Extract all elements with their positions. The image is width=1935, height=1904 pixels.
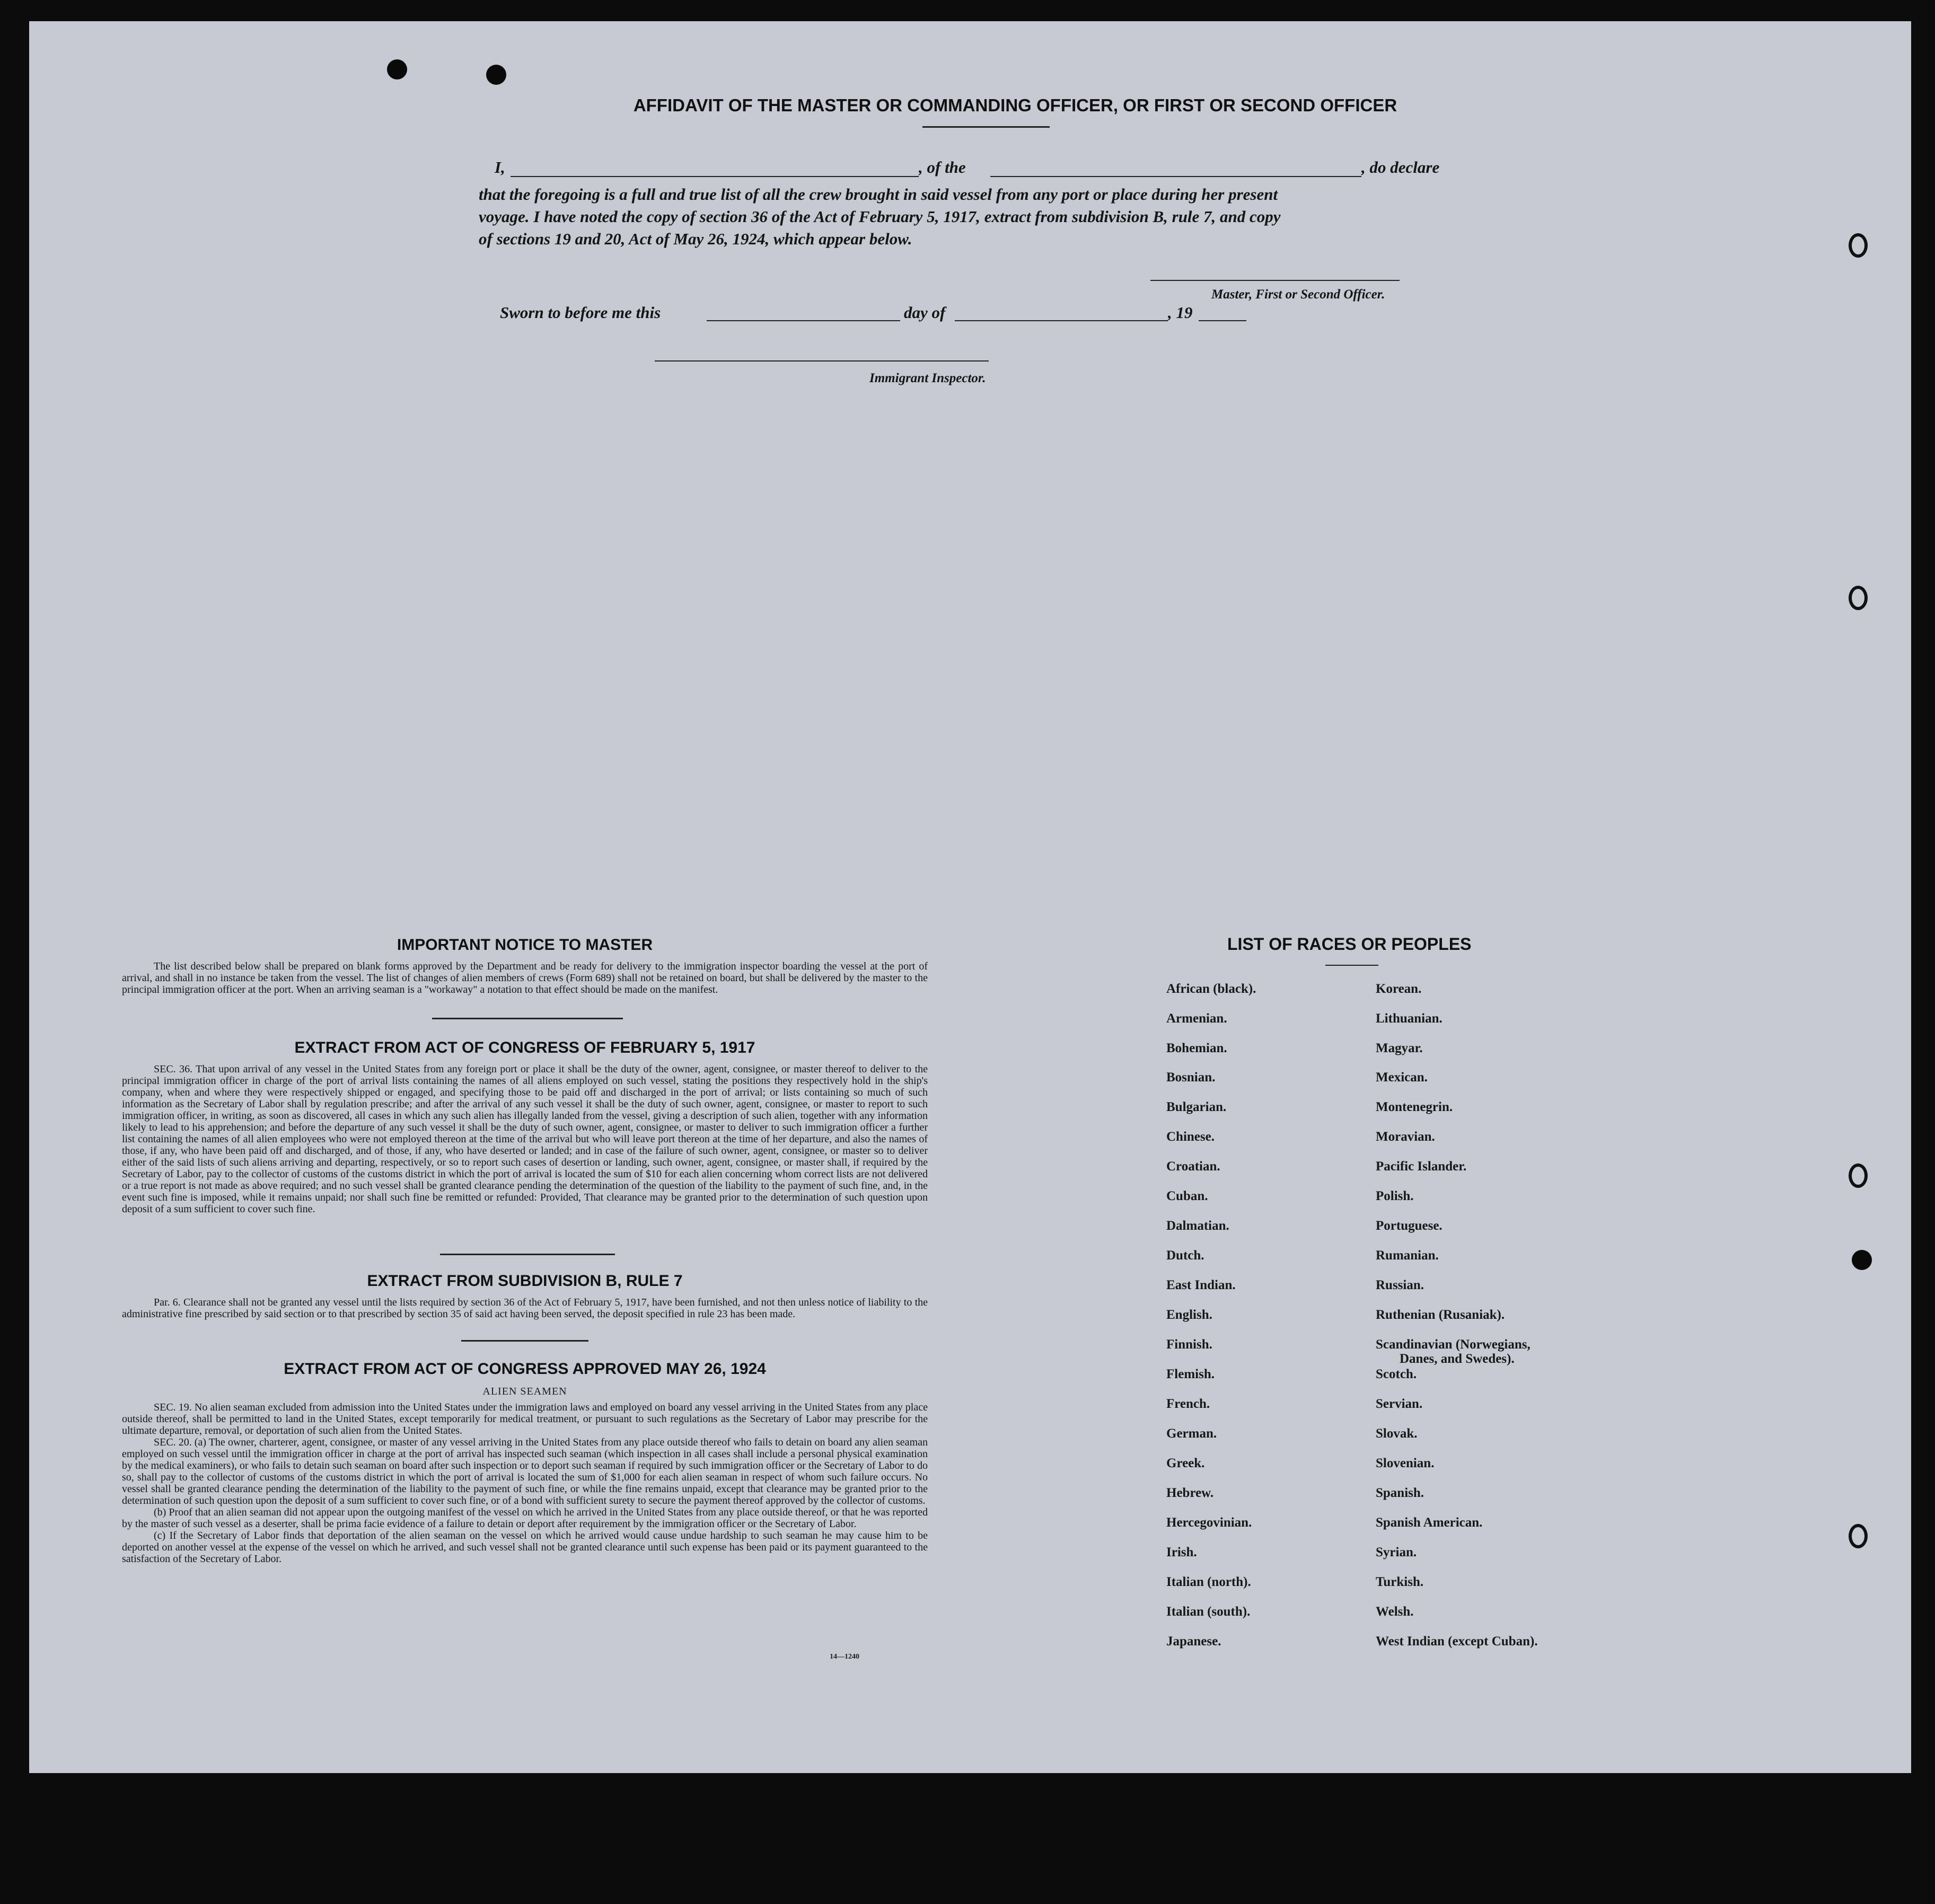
races-title: LIST OF RACES OR PEOPLES	[1227, 935, 1472, 954]
sworn-month-field[interactable]	[955, 303, 1168, 321]
name-field[interactable]	[511, 158, 919, 177]
race-item: Dutch.	[1166, 1248, 1204, 1263]
race-item: Polish.	[1376, 1189, 1414, 1203]
sworn-year-field[interactable]	[1199, 303, 1246, 321]
race-item: Turkish.	[1376, 1575, 1424, 1589]
race-item: Portuguese.	[1376, 1219, 1443, 1233]
extract-1917-text: SEC. 36. That upon arrival of any vessel in the United States from any foreign port or place it shall be the duty of the owner, agent, consignee, or master thereof to deliver to the principal immigration officer in charge of the port of arrival lists containing the names of all aliens employed on such vessel, stating the positions they respectively hold in the ship's company, when and where they were respectively shipped or engaged, and specifying those to be paid off and discharged in the port of arrival; or lists containing so much of such information as the Secretary of Labor shall by regulation prescribe; and after the arrival of any such vessel it shall be the duty of such owner, agent, consignee, or master to report to such immigration officer, in writing, as soon as discovered, all cases in which any such alien has illegally landed from the vessel, giving a description of such alien, together with any information likely to lead to his apprehension; and before the departure of any such vessel it shall be the duty of such owner, agent, consignee, or master to deliver to such immigration officer a further list containing the names of all alien employees who were not employed thereon at the time of the arrival but who will leave port thereon at the time of her departure, and also the names of those, if any, who have been paid off and discharged, and of those, if any, who have deserted or landed; and in case of the failure of such owner, agent, consignee, or master so to deliver either of the said lists of such aliens arriving and departing, respectively, or so to report such cases of desertion or landing, such owner, agent, consignee, or master shall, if required by the Secretary of Labor, pay to the collector of customs of the customs district in which the port of arrival is located the sum of $10 for each alien concerning whom correct lists are not delivered or a true report is not made as above required; and no such vessel shall be granted clearance pending the determination of the question of the liability to the payment of such fine, and, in the event such fine is imposed, while it remains unpaid; nor shall such fine be remitted or refunded: Provided, That clearance may be granted prior to the determination of such question upon deposit of a sum sufficient to cover such fine.	[122, 1063, 928, 1215]
race-item: Scandinavian (Norwegians,	[1376, 1337, 1531, 1352]
race-item: English.	[1166, 1308, 1212, 1322]
race-item: Slovenian.	[1376, 1456, 1435, 1470]
extract-rule7-block	[122, 1297, 928, 1320]
extract-1917-block	[122, 1063, 928, 1215]
race-item: Magyar.	[1376, 1041, 1423, 1055]
race-item: Syrian.	[1376, 1545, 1417, 1559]
punch-hole	[387, 59, 407, 80]
extract-1924-block	[122, 1401, 928, 1565]
notice-title: IMPORTANT NOTICE TO MASTER	[397, 936, 653, 954]
race-item: Scotch.	[1376, 1367, 1417, 1381]
signature-line[interactable]	[1150, 280, 1400, 281]
alien-seamen-subtitle: ALIEN SEAMEN	[482, 1386, 567, 1397]
affidavit-line-4: of sections 19 and 20, Act of May 26, 1924, which appear below.	[479, 230, 912, 248]
race-item: Servian.	[1376, 1397, 1423, 1411]
race-item-continuation: Danes, and Swedes).	[1400, 1352, 1515, 1366]
race-item: German.	[1166, 1426, 1217, 1441]
notice-text: The list described below shall be prepared on blank forms approved by the Department and be ready for delivery to the immigration inspector boarding the vessel at the port of arrival, and shall in no instance be taken from the vessel. The list of changes of alien members of crews (Form 689) shall not be retained on board, but shall be delivered by the master to the principal immigration officer at the port. When an arriving seaman is a "workaway" a notation to that effect should be made on the manifest.	[122, 960, 928, 995]
affidavit-body	[479, 183, 1550, 250]
race-item: Pacific Islander.	[1376, 1159, 1467, 1174]
form-number: 14—1240	[830, 1653, 859, 1661]
race-item: Moravian.	[1376, 1130, 1435, 1144]
divider	[432, 1018, 623, 1019]
race-item: Bosnian.	[1166, 1070, 1216, 1085]
master-label: Master, First or Second Officer.	[1211, 287, 1385, 302]
edge-hole-mark	[1849, 1524, 1868, 1548]
race-item: Chinese.	[1166, 1130, 1215, 1144]
affidavit-i: I,	[495, 158, 505, 177]
race-item: Mexican.	[1376, 1070, 1428, 1085]
race-item: Italian (north).	[1166, 1575, 1251, 1589]
race-item: French.	[1166, 1397, 1210, 1411]
sworn-day-field[interactable]	[707, 303, 900, 321]
sworn-year-prefix: , 19	[1168, 303, 1193, 322]
race-item: Dalmatian.	[1166, 1219, 1229, 1233]
race-item: Korean.	[1376, 982, 1422, 996]
race-item: West Indian (except Cuban).	[1376, 1634, 1538, 1649]
divider	[922, 126, 1050, 128]
divider	[1325, 965, 1378, 966]
race-item: Rumanian.	[1376, 1248, 1439, 1263]
notice-text-block	[122, 960, 928, 995]
divider	[461, 1340, 588, 1342]
race-item: Greek.	[1166, 1456, 1205, 1470]
extract-rule7-title: EXTRACT FROM SUBDIVISION B, RULE 7	[367, 1272, 683, 1290]
edge-hole-mark	[1849, 233, 1868, 258]
extract-1924-title: EXTRACT FROM ACT OF CONGRESS APPROVED MAY 26, 1924	[284, 1360, 766, 1378]
divider	[440, 1254, 615, 1255]
race-item: Bohemian.	[1166, 1041, 1227, 1055]
inspector-label: Immigrant Inspector.	[869, 371, 986, 385]
affidavit-line-3: voyage. I have noted the copy of section 36 of the Act of February 5, 1917, extract from subdivision B, rule 7, and copy	[479, 207, 1281, 226]
extract-rule7-text: Par. 6. Clearance shall not be granted any vessel until the lists required by section 36 of the Act of February 5, 1917, have been furnished, and not then unless notice of liability to the administrative fine prescribed by said section or to that prescribed by section 35 of said act having been served, the deposit specified in rule 23 has been made.	[122, 1297, 928, 1320]
race-item: Croatian.	[1166, 1159, 1220, 1174]
race-item: Welsh.	[1376, 1605, 1414, 1619]
sec-19-text: SEC. 19. No alien seaman excluded from admission into the United States under the immigration laws and employed on board any vessel arriving in the United States from any place outside thereof, shall be permitted to land in the United States, except temporarily for medical treatment, or pursuant to such regulations as the Secretary of Labor may prescribe for the ultimate departure, removal, or deportation of such alien from the United States.	[122, 1401, 928, 1436]
edge-hole-mark	[1849, 586, 1868, 610]
race-item: Lithuanian.	[1376, 1011, 1443, 1026]
sec-20c-text: (c) If the Secretary of Labor finds that deportation of the alien seaman on the vessel on which he arrived would cause undue hardship to such seaman he may cause him to be deported on another vessel at the expense of the vessel on which he arrived, and such vessel shall not be granted clearance until such expense has been paid or its payment guaranteed to the satisfaction of the Secretary of Labor.	[122, 1530, 928, 1565]
document-sheet	[29, 21, 1911, 1773]
race-item: Armenian.	[1166, 1011, 1227, 1026]
sec-20a-text: SEC. 20. (a) The owner, charterer, agent, consignee, or master of any vessel arriving in the United States from any place outside thereof who fails to detain on board any alien seaman employed on such vessel until the immigration officer in charge at the port of arrival has inspected such seaman (which inspection in all cases shall include a personal physical examination by the medical examiners), or who fails to detain such seaman on board after such inspection or to deport such seaman if required by such immigration officer or the Secretary of Labor to do so, shall pay to the collector of customs of the customs district in which the port of arrival is located the sum of $1,000 for each alien seaman in respect of whom such failure occurs. No vessel shall be granted clearance pending the determination of the liability to the payment of such fine, or while the fine remains unpaid, except that clearance may be granted prior to the determination of such question upon the deposit of a sum sufficient to cover such fine, or of a bond with sufficient surety to secure the payment thereof approved by the collector of customs.	[122, 1436, 928, 1506]
punch-hole	[486, 65, 506, 85]
inspector-signature-line[interactable]	[655, 360, 989, 362]
race-item: Montenegrin.	[1376, 1100, 1453, 1114]
race-item: Slovak.	[1376, 1426, 1418, 1441]
race-item: Russian.	[1376, 1278, 1424, 1292]
race-item: Bulgarian.	[1166, 1100, 1227, 1114]
extract-1917-title: EXTRACT FROM ACT OF CONGRESS OF FEBRUARY 5, 1917	[294, 1039, 755, 1056]
affidavit-declare: , do declare	[1361, 158, 1440, 177]
punch-hole	[1852, 1250, 1872, 1270]
race-item: Ruthenian (Rusaniak).	[1376, 1308, 1505, 1322]
race-item: Flemish.	[1166, 1367, 1215, 1381]
edge-hole-mark	[1849, 1163, 1868, 1188]
vessel-field[interactable]	[990, 158, 1361, 177]
race-item: Hercegovinian.	[1166, 1515, 1252, 1530]
race-item: Hebrew.	[1166, 1486, 1214, 1500]
race-item: Finnish.	[1166, 1337, 1212, 1352]
race-item: East Indian.	[1166, 1278, 1236, 1292]
race-item: Spanish American.	[1376, 1515, 1483, 1530]
race-item: Irish.	[1166, 1545, 1197, 1559]
sworn-text: Sworn to before me this	[500, 303, 661, 322]
affidavit-line-1	[495, 158, 1550, 179]
race-item: African (black).	[1166, 982, 1256, 996]
sworn-line	[500, 303, 1295, 324]
sworn-day-of: day of	[904, 303, 946, 322]
race-item: Italian (south).	[1166, 1605, 1251, 1619]
race-item: Spanish.	[1376, 1486, 1424, 1500]
race-item: Cuban.	[1166, 1189, 1208, 1203]
affidavit-line-2: that the foregoing is a full and true list of all the crew brought in said vessel from any port or place during her present	[479, 185, 1278, 204]
race-item: Japanese.	[1166, 1634, 1221, 1649]
affidavit-title: AFFIDAVIT OF THE MASTER OR COMMANDING OFFICER, OR FIRST OR SECOND OFFICER	[633, 95, 1397, 115]
affidavit-of-the: , of the	[919, 158, 966, 177]
sec-20b-text: (b) Proof that an alien seaman did not appear upon the outgoing manifest of the vessel on which he arrived in the United States from any place outside thereof, or that he was reported by the master of such vessel as a deserter, shall be prima facie evidence of a failure to detain or deport after requirement by the immigration officer or the Secretary of Labor.	[122, 1506, 928, 1530]
